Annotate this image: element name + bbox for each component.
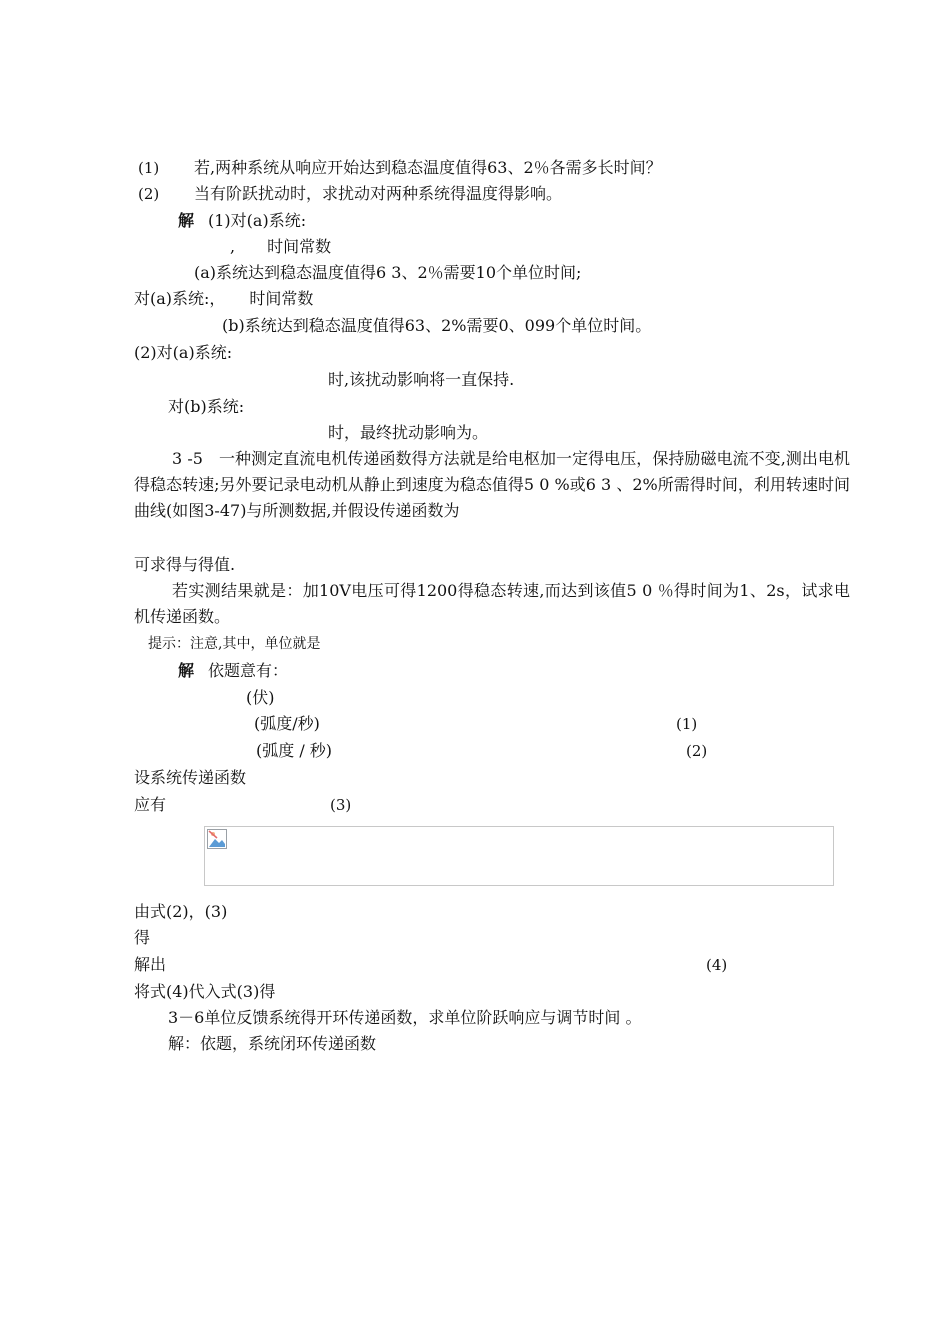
result-b: (b)系统达到稳态温度值得63、2%需要0、099个单位时间。 bbox=[222, 316, 652, 335]
solution-part1-heading: (1)对(a)系统: bbox=[208, 211, 307, 230]
solution-label: 解 bbox=[178, 211, 195, 230]
problem-3-6-text: 3－6单位反馈系统得开环传递函数，求单位阶跃响应与调节时间 。 bbox=[168, 1008, 642, 1027]
part2-system-b: 对(b)系统: bbox=[168, 397, 245, 416]
solution-2-text: 依题意有： bbox=[208, 661, 289, 680]
problem-3-6-solution: 解：依题，系统闭环传递函数 bbox=[168, 1034, 377, 1053]
question-1-text: 若,两种系统从响应开始达到稳态温度值得63、2％各需多长时间？ bbox=[194, 158, 662, 177]
can-find-values: 可求得与得值. bbox=[134, 555, 236, 574]
solve-text: 解出 bbox=[134, 955, 167, 974]
solution-2-label: 解 bbox=[178, 661, 195, 680]
question-2-number: (2) bbox=[138, 185, 160, 203]
broken-image-icon bbox=[207, 829, 227, 849]
equation-2-number: (2) bbox=[686, 742, 708, 760]
rad-per-sec-1: (弧度/秒) bbox=[254, 714, 320, 733]
time-constant-a: , 时间常数 bbox=[230, 237, 332, 256]
substitute-text: 将式(4)代入式(3)得 bbox=[134, 982, 276, 1001]
equation-4-number: (4) bbox=[706, 956, 728, 974]
broken-image-placeholder bbox=[204, 826, 834, 886]
measured-result-text: 若实测结果就是：加10V电压可得1200得稳态转速,而达到该值5 0 ％得时间为1、2s，试求电机传递函数。 bbox=[134, 581, 850, 626]
assume-transfer-function: 设系统传递函数 bbox=[134, 768, 247, 787]
problem-3-5-text: 3 -5 一种测定直流电机传递函数得方法就是给电枢加一定得电压，保持励磁电流不变,测出电机得稳态转速;另外要记录电动机从静止到速度为稳态值得5 0 %或6 3 、2%所需得时间，利用转速时间曲线(如图3-47)与所测数据,并假设传递函数为 bbox=[134, 449, 850, 520]
hint-text: 提示：注意,其中，单位就是 bbox=[148, 636, 321, 652]
result-a: (a)系统达到稳态温度值得6 3、2％需要10个单位时间; bbox=[194, 263, 582, 282]
for-system-a: 对(a)系统:， 时间常数 bbox=[134, 289, 314, 308]
equation-1-number: (1) bbox=[676, 715, 698, 733]
question-1-number: (1) bbox=[138, 159, 160, 177]
should-have: 应有 bbox=[134, 795, 167, 814]
part2-system-b-result: 时，最终扰动影响为。 bbox=[328, 423, 489, 442]
part2-system-a: (2)对(a)系统: bbox=[134, 343, 233, 362]
volt-unit: (伏) bbox=[246, 688, 275, 707]
rad-per-sec-2: (弧度 / 秒) bbox=[256, 741, 333, 760]
question-2-text: 当有阶跃扰动时，求扰动对两种系统得温度得影响。 bbox=[194, 184, 563, 203]
from-equations: 由式(2)，(3) bbox=[134, 902, 228, 921]
part2-system-a-result: 时,该扰动影响将一直保持. bbox=[328, 370, 515, 389]
equation-3-number: (3) bbox=[330, 796, 352, 814]
obtain-text: 得 bbox=[134, 928, 151, 947]
